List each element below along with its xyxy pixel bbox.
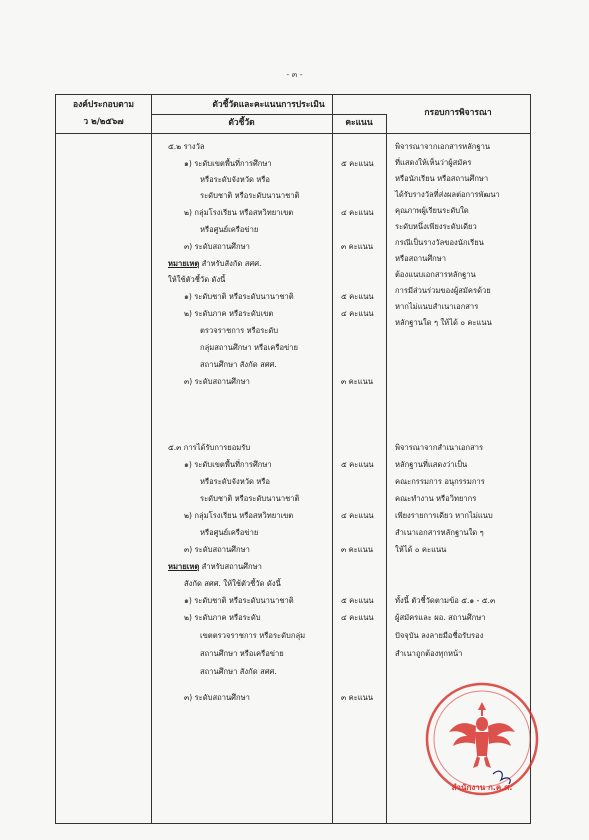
s53-item-1: ๑) ระดับเขตพื้นที่การศึกษา bbox=[184, 460, 272, 469]
s53-criteria-6: สำเนาเอกสารหลักฐานใด ๆ bbox=[395, 528, 484, 537]
s52-item-1c: ระดับชาติ หรือระดับนานาชาติ bbox=[200, 191, 300, 200]
s53-note-item-1: ๑) ระดับชาติ หรือระดับนานาชาติ bbox=[184, 596, 294, 605]
s52-note-item-1: ๑) ระดับชาติ หรือระดับนานาชาติ bbox=[184, 292, 294, 301]
header-component: องค์ประกอบตาม bbox=[72, 100, 134, 110]
office-seal-stamp bbox=[423, 680, 541, 798]
header-score: คะแนน bbox=[345, 118, 373, 128]
s52-item-1b: หรือระดับจังหวัด หรือ bbox=[200, 175, 270, 184]
s52-criteria-6: ระดับหนึ่งเพียงระดับเดียว bbox=[395, 222, 477, 231]
s52-score-3: ๓ คะแนน bbox=[341, 242, 374, 251]
header-indicators: ตัวชี้วัดและคะแนนการประเมิน bbox=[212, 100, 325, 110]
s53-criteria-4: คณะทำงาน หรือวิทยากร bbox=[395, 494, 477, 503]
s53-criteria2-4: สำเนาถูกต้องทุกหน้า bbox=[395, 649, 463, 658]
s52-criteria-9: ต้องแนบเอกสารหลักฐาน bbox=[395, 270, 476, 279]
s53-note-item-2c: สถานศึกษา หรือเครือข่าย bbox=[200, 649, 284, 658]
s53-criteria2-2: ผู้สมัครและ ผอ. สถานศึกษา bbox=[395, 613, 486, 622]
s52-note-item-2: ๒) ระดับภาค หรือระดับเขต bbox=[184, 309, 274, 318]
s52-item-2: ๒) กลุ่มโรงเรียน หรือสหวิทยาเขต bbox=[184, 208, 294, 217]
s52-criteria-3: หรือนักเรียน หรือสถานศึกษา bbox=[395, 174, 489, 183]
header-criteria: กรอบการพิจารณา bbox=[424, 108, 492, 118]
s53-item-2: ๒) กลุ่มโรงเรียน หรือสหวิทยาเขต bbox=[184, 511, 294, 520]
s53-item-1c: ระดับชาติ หรือระดับนานาชาติ bbox=[200, 494, 300, 503]
s52-score-2: ๔ คะแนน bbox=[341, 208, 374, 217]
s53-note-score-3: ๓ คะแนน bbox=[341, 693, 374, 702]
s52-note-text: สำหรับสังกัด สศศ. bbox=[199, 259, 262, 268]
page-number: - ๓ - bbox=[286, 70, 303, 79]
seal-text: สำนักงาน ก.ค.ศ. bbox=[451, 783, 513, 792]
col-divider-1 bbox=[151, 95, 152, 823]
s53-note-item-2d: สถานศึกษา สังกัด สศศ. bbox=[200, 667, 277, 676]
s53-note-score-2: ๔ คะแนน bbox=[341, 613, 374, 622]
s52-criteria-1: พิจารณาจากเอกสารหลักฐาน bbox=[395, 142, 491, 151]
s53-note-item-2: ๒) ระดับภาค หรือระดับ bbox=[184, 613, 261, 622]
s53-note-label: หมายเหตุ bbox=[168, 562, 200, 571]
s52-note-score-3: ๓ คะแนน bbox=[341, 377, 374, 386]
s53-criteria-3: คณะกรรมการ อนุกรรมการ bbox=[395, 477, 485, 486]
col-divider-score bbox=[386, 114, 387, 823]
s52-criteria-12: หลักฐานใด ๆ ให้ได้ ๐ คะแนน bbox=[395, 318, 492, 327]
s53-note-item-2b: เขตตรวจราชการ หรือระดับกลุ่ม bbox=[200, 631, 306, 640]
s53-note-text2: สังกัด สศศ. ให้ใช้ตัวชี้วัด ดังนี้ bbox=[184, 579, 281, 588]
col-divider-2 bbox=[332, 95, 333, 823]
s53-criteria-2: หลักฐานที่แสดงว่าเป็น bbox=[395, 460, 468, 469]
s52-note-score-1: ๕ คะแนน bbox=[341, 292, 374, 301]
s53-criteria-1: พิจารณาจากสำเนาเอกสาร bbox=[395, 443, 484, 452]
s52-criteria-4: ได้รับรางวัลที่ส่งผลต่อการพัฒนา bbox=[395, 190, 500, 199]
s52-note bbox=[168, 258, 261, 269]
header-indicator: ตัวชี้วัด bbox=[228, 118, 255, 128]
s52-criteria-7: กรณีเป็นรางวัลของนักเรียน bbox=[395, 238, 484, 247]
s52-criteria-8: หรือสถานศึกษา bbox=[395, 254, 447, 263]
section-52-title: ๕.๒ รางวัล bbox=[168, 142, 205, 151]
s52-item-3: ๓) ระดับสถานศึกษา bbox=[184, 242, 250, 251]
s53-item-2b: หรือศูนย์เครือข่าย bbox=[200, 528, 259, 537]
s53-note bbox=[168, 561, 262, 572]
s52-note-label: หมายเหตุ bbox=[168, 259, 200, 268]
s52-note-text2: ให้ใช้ตัวชี้วัด ดังนี้ bbox=[168, 275, 226, 284]
header-component-ref: ว ๒/๒๕๖๗ bbox=[83, 117, 124, 127]
header-subdivider bbox=[151, 114, 386, 115]
s52-item-2b: หรือศูนย์เครือข่าย bbox=[200, 225, 259, 234]
s52-score-1: ๕ คะแนน bbox=[341, 159, 374, 168]
s53-note-item-3: ๓) ระดับสถานศึกษา bbox=[184, 693, 250, 702]
s52-criteria-11: หากไม่แนบสำเนาเอกสาร bbox=[395, 302, 479, 311]
s53-score-1: ๕ คะแนน bbox=[341, 460, 374, 469]
header-bottom bbox=[56, 133, 530, 134]
s52-note-item-2c: กลุ่มสถานศึกษา หรือเครือข่าย bbox=[200, 343, 298, 352]
s52-criteria-10: การมีส่วนร่วมของผู้สมัครด้วย bbox=[395, 286, 491, 295]
s53-score-2: ๔ คะแนน bbox=[341, 511, 374, 520]
s52-item-1: ๑) ระดับเขตพื้นที่การศึกษา bbox=[184, 159, 272, 168]
s53-criteria2-1: ทั้งนี้ ตัวชี้วัดตามข้อ ๕.๑ - ๕.๓ bbox=[395, 596, 496, 605]
s53-note-score-1: ๕ คะแนน bbox=[341, 596, 374, 605]
s53-score-3: ๓ คะแนน bbox=[341, 545, 374, 554]
s52-criteria-2: ที่แสดงให้เห็นว่าผู้สมัคร bbox=[395, 158, 472, 167]
s52-note-score-2: ๔ คะแนน bbox=[341, 309, 374, 318]
section-53-title: ๕.๓ การได้รับการยอมรับ bbox=[168, 443, 251, 452]
s53-note-text: สำหรับสถานศึกษา bbox=[199, 562, 262, 571]
s52-note-item-3: ๓) ระดับสถานศึกษา bbox=[184, 377, 250, 386]
s53-criteria2-3: ปัจจุบัน ลงลายมือชื่อรับรอง bbox=[395, 631, 484, 640]
s53-item-1b: หรือระดับจังหวัด หรือ bbox=[200, 477, 270, 486]
s53-item-3: ๓) ระดับสถานศึกษา bbox=[184, 545, 250, 554]
s52-criteria-5: คุณภาพผู้เรียนระดับใด bbox=[395, 206, 469, 215]
s53-criteria-5: เพียงรายการเดียว หากไม่แนบ bbox=[395, 511, 493, 520]
s53-criteria-7: ให้ได้ ๐ คะแนน bbox=[395, 545, 447, 554]
s52-note-item-2b: ตรวจราชการ หรือระดับ bbox=[200, 326, 279, 335]
s52-note-item-2d: สถานศึกษา สังกัด สศศ. bbox=[200, 360, 277, 369]
